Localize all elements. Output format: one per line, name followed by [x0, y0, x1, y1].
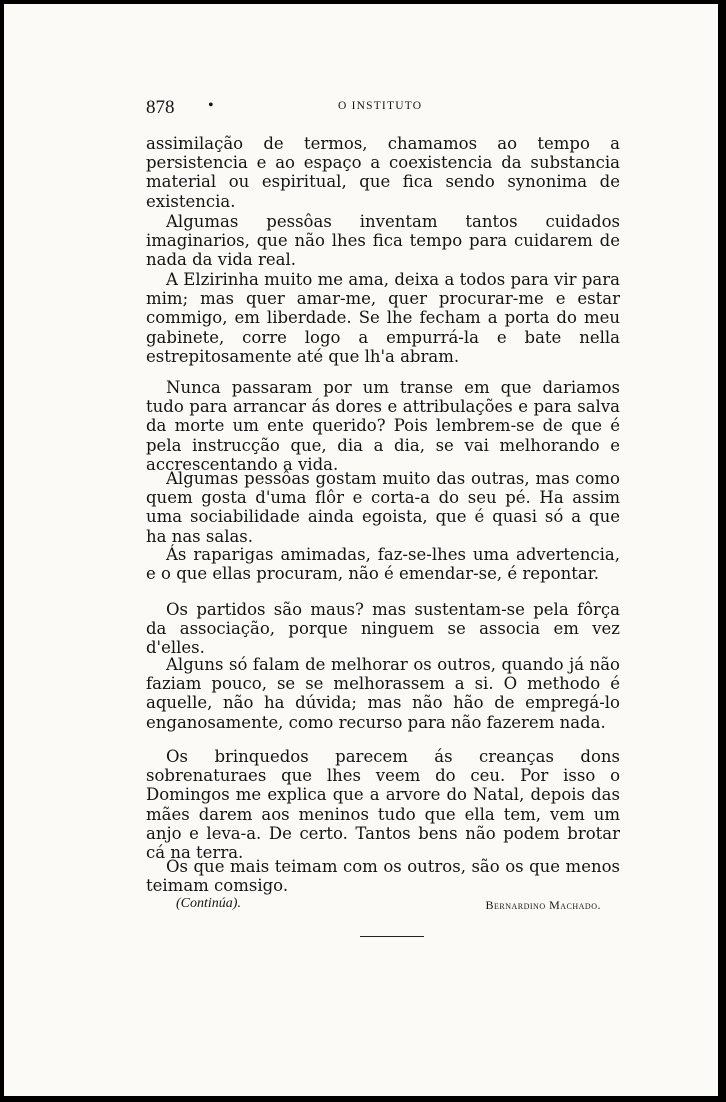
- author-signature: Bernardino Machado.: [485, 898, 601, 912]
- end-rule: [360, 936, 424, 937]
- paragraph-5: Algumas pessôas gostam muito das outras, mas como quem gosta d'uma flôr e corta-a do seu pé. Ha assim uma sociabilidade ainda egoista, que é quasi só a que ha nas salas.: [146, 469, 620, 546]
- paragraph-2: Algumas pessôas inventam tantos cuidados imaginarios, que não lhes fica tempo para cuidarem de nada da vida real.: [146, 212, 620, 270]
- page-header: [146, 97, 620, 119]
- paragraph-7: Os partidos são maus? mas sustentam-se pela fôrça da associação, porque ninguem se associa em vez d'elles.: [146, 600, 620, 658]
- page-footer: [176, 896, 601, 916]
- paragraph-9: Os brinquedos parecem ás creanças dons sobrenaturaes que lhes veem do ceu. Por isso o Domingos me explica que a arvore do Natal, depois das mães darem aos meninos tudo que ella tem, vem um anjo e leva-a. De certo. Tantos bens não podem brotar cá na terra.: [146, 747, 620, 863]
- continua-note: (Continúa).: [176, 896, 241, 911]
- document-page: [4, 4, 718, 1096]
- paragraph-6: Ás raparigas amimadas, faz-se-lhes uma advertencia, e o que ellas procuram, não é emendar-se, é repontar.: [146, 545, 620, 584]
- journal-title: O INSTITUTO: [338, 100, 423, 112]
- paragraph-3: A Elzirinha muito me ama, deixa a todos para vir para mim; mas quer amar-me, quer procurar-me e estar commigo, em liberdade. Se lhe fecham a porta do meu gabinete, corre logo a empurrá-la e bate nella estrepitosamente até que lh'a abram.: [146, 270, 620, 366]
- header-separator: •: [208, 97, 214, 114]
- paragraph-8: Alguns só falam de melhorar os outros, quando já não faziam pouco, se se melhorassem a si. O methodo é aquelle, não ha dúvida; mas não hão de empregá-lo enganosamente, como recurso para não fazerem nada.: [146, 655, 620, 732]
- page-number: 878: [146, 97, 175, 118]
- paragraph-1: assimilação de termos, chamamos ao tempo a persistencia e ao espaço a coexistencia da substancia material ou espiritual, que fica sendo synonima de existencia.: [146, 134, 620, 211]
- paragraph-10: Os que mais teimam com os outros, são os que menos teimam comsigo.: [146, 857, 620, 896]
- paragraph-4: Nunca passaram por um transe em que dariamos tudo para arrancar ás dores e attribulações e para salva da morte um ente querido? Pois lembrem-se de que é pela instrucção que, dia a dia, se vai melhorando e accrescentando a vida.: [146, 378, 620, 474]
